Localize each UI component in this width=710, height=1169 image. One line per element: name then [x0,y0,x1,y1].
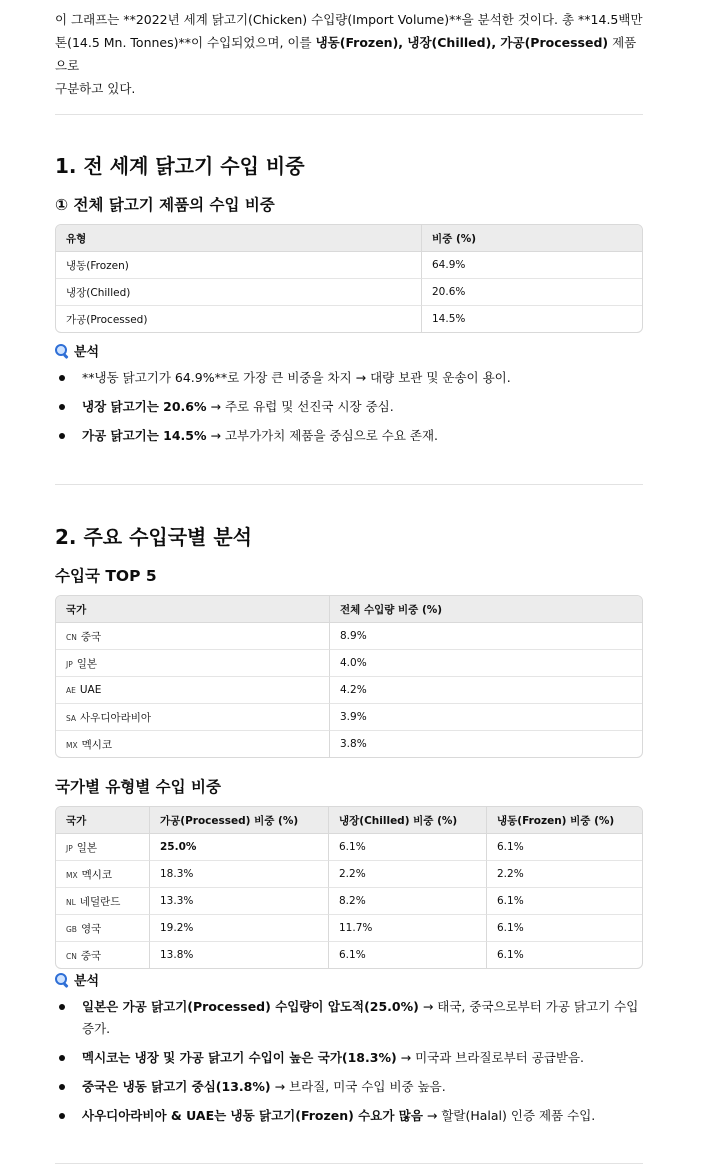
flag-jp-icon: JP [66,843,73,853]
analysis-heading-1 [55,341,643,360]
section-2-heading: 2. 주요 수입국별 분석 [55,525,252,549]
table-row [56,914,642,941]
divider-1 [55,114,643,115]
section-1-subheading: ① 전체 닭고기 제품의 수입 비중 [55,196,275,214]
table-cell: MX 멕시코 [56,860,149,887]
list-item: 멕시코는 냉장 및 가공 닭고기 수입이 높은 국가(18.3%) → 미국과 브라질로부터 공급받음. [55,1047,643,1069]
table-cell: CN 중국 [66,630,102,643]
table-header: 냉동(Frozen) 비중 (%) [486,807,642,834]
table-cell: NL 네덜란드 [56,887,149,914]
table-header: 국가 [56,596,329,623]
intro-text [55,8,643,100]
table-cell: 19.2% [149,914,328,941]
table-header-row [56,596,642,623]
table-cell: 4.0% [329,649,642,676]
type-share-heading: 국가별 유형별 수입 비중 [55,778,221,796]
flag-mx-icon: MX [66,870,78,880]
table-cell: JP 일본 [56,649,329,676]
list-item: 가공 닭고기는 14.5% → 고부가가치 제품을 중심으로 수요 존재. [55,425,643,447]
table-cell: 25.0% [149,834,328,860]
table-cell: 8.2% [328,887,486,914]
flag-cn-icon: CN [66,632,77,642]
list-item: 일본은 가공 닭고기(Processed) 수입량이 압도적(25.0%) → 태국, 중국으로부터 가공 닭고기 수입 증가. [55,996,643,1040]
table-cell: 64.9% [421,252,642,278]
table-header-row [56,225,642,252]
table-cell: 13.8% [149,941,328,968]
list-item: 중국은 냉동 닭고기 중심(13.8%) → 브라질, 미국 수입 비중 높음. [55,1076,643,1098]
table-row [56,278,642,305]
table-cell: 14.5% [421,305,642,332]
table-cell: 3.8% [329,730,642,757]
table-cell: 8.9% [329,623,642,649]
flag-mx-icon: MX [66,740,78,750]
table-cell: 6.1% [486,941,642,968]
table-cell: 18.3% [149,860,328,887]
intro-line-3: 구분하고 있다. [55,81,136,96]
list-item: **냉동 닭고기가 64.9%**로 가장 큰 비중을 차지 → 대량 보관 및 운송이 용이. [55,367,643,389]
table-cell: 3.9% [329,703,642,730]
table-cell: 가공(Processed) [56,305,421,332]
table-cell: 6.1% [486,914,642,941]
analysis-label: 분석 [74,345,100,360]
intro-line-1: 이 그래프는 **2022년 세계 닭고기(Chicken) 수입량(Import Volume)**을 분석한 것이다. 총 **14.5백만 [55,12,643,27]
analysis-heading-2 [55,970,643,989]
table-row [56,649,642,676]
analysis-list-2 [55,996,643,1127]
table-row [56,860,642,887]
top5-table [55,595,643,758]
analysis-label: 분석 [74,974,100,989]
table-cell: 6.1% [328,834,486,860]
table-row [56,887,642,914]
table-cell: 6.1% [486,834,642,860]
table-cell: 13.3% [149,887,328,914]
table-cell: 2.2% [328,860,486,887]
intro-line-2-bold: 냉동(Frozen), 냉장(Chilled), 가공(Processed) [315,35,609,50]
table-cell: 냉동(Frozen) [66,259,129,272]
table-cell: AE UAE [56,676,329,703]
section-1-heading: 1. 전 세계 닭고기 수입 비중 [55,154,305,178]
table-cell: CN 중국 [56,941,149,968]
table-header-row [56,807,642,834]
table-cell: SA 사우디아라비아 [56,703,329,730]
type-share-table [55,806,643,969]
table-header: 가공(Processed) 비중 (%) [149,807,328,834]
flag-ae-icon: AE [66,686,76,695]
table-row [56,623,642,649]
table-cell: 냉장(Chilled) [56,278,421,305]
flag-nl-icon: NL [66,897,76,907]
table-cell: 2.2% [486,860,642,887]
table-row [56,305,642,332]
table-header: 국가 [56,807,149,834]
table-cell: 11.7% [328,914,486,941]
flag-cn-icon: CN [66,951,77,961]
list-item: 냉장 닭고기는 20.6% → 주로 유럽 및 선진국 시장 중심. [55,396,643,418]
intro-paragraph [55,8,643,100]
table-cell: 6.1% [486,887,642,914]
top5-heading: 수입국 TOP 5 [55,567,157,585]
table-header: 유형 [56,225,421,252]
flag-gb-icon: GB [66,924,77,934]
divider-3 [55,1163,643,1164]
table-row [56,676,642,703]
flag-sa-icon: SA [66,713,77,723]
table-row [56,941,642,968]
table-cell: 20.6% [421,278,642,305]
magnifier-icon [55,344,68,357]
list-item: 사우디아라비아 & UAE는 냉동 닭고기(Frozen) 수요가 많음 → 할랄(Halal) 인증 제품 수입. [55,1105,643,1127]
analysis-list-1 [55,367,643,447]
flag-jp-icon: JP [66,659,73,669]
table-row [56,703,642,730]
intro-line-2c: 제품으로 [55,35,637,73]
divider-2 [55,484,643,485]
intro-line-2a: 톤(14.5 Mn. Tonnes)**이 수입되었으며, 이를 [55,35,316,50]
magnifier-icon [55,973,68,986]
table-header: 전체 수입량 비중 (%) [329,596,642,623]
table-cell: 4.2% [329,676,642,703]
table-header: 냉장(Chilled) 비중 (%) [328,807,486,834]
table-cell: 6.1% [328,941,486,968]
table-header: 비중 (%) [421,225,642,252]
product-share-table [55,224,643,333]
table-row [56,834,642,860]
table-cell: JP 일본 [66,841,98,854]
table-cell: MX 멕시코 [56,730,329,757]
table-row [56,730,642,757]
table-cell: GB 영국 [56,914,149,941]
table-row [56,252,642,278]
